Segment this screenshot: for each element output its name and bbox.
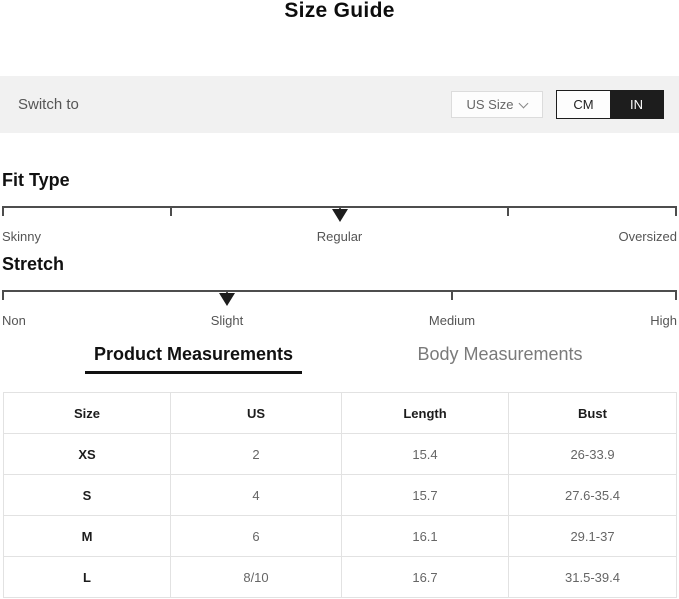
size-standard-dropdown[interactable] <box>451 91 543 118</box>
stretch-heading: Stretch <box>2 254 65 274</box>
table-row <box>4 516 677 557</box>
switch-to-label: Switch to <box>18 96 79 113</box>
cell-size: L <box>4 557 171 598</box>
cell-us: 2 <box>171 434 342 475</box>
fit-tick <box>675 208 677 216</box>
fit-label-regular: Regular <box>316 229 363 244</box>
stretch-label-non: Non <box>2 313 26 328</box>
col-header-us: US <box>171 393 342 434</box>
cell-length: 16.7 <box>342 557 509 598</box>
table-row <box>4 557 677 598</box>
size-standard-value: US Size <box>466 97 514 112</box>
fit-tick <box>2 208 4 216</box>
size-table <box>3 392 677 598</box>
unit-toggle-cm[interactable]: CM <box>557 91 610 118</box>
fit-tick <box>170 208 172 216</box>
fit-label-skinny: Skinny <box>2 229 42 244</box>
fit-label-oversized: Oversized <box>618 229 677 244</box>
stretch-label-medium: Medium <box>428 313 476 328</box>
tab-body-measurements[interactable]: Body Measurements <box>417 344 583 364</box>
cell-length: 15.7 <box>342 475 509 516</box>
unit-toggle <box>556 90 664 119</box>
cell-us: 8/10 <box>171 557 342 598</box>
cell-bust: 26-33.9 <box>509 434 677 475</box>
cell-bust: 31.5-39.4 <box>509 557 677 598</box>
stretch-tick <box>675 292 677 300</box>
cell-size: XS <box>4 434 171 475</box>
measurement-tabs <box>0 343 679 377</box>
fit-type-heading: Fit Type <box>2 170 70 190</box>
cell-size: S <box>4 475 171 516</box>
unit-toggle-in[interactable]: IN <box>610 91 663 118</box>
stretch-marker-triangle-icon <box>219 293 235 306</box>
table-row <box>4 434 677 475</box>
switch-bar <box>0 76 679 133</box>
cell-us: 6 <box>171 516 342 557</box>
stretch-tick <box>2 292 4 300</box>
fit-type-slider <box>2 206 677 208</box>
stretch-labels <box>2 313 677 329</box>
cell-bust: 27.6-35.4 <box>509 475 677 516</box>
fit-tick <box>507 208 509 216</box>
stretch-slider <box>2 290 677 292</box>
chevron-down-icon <box>519 98 529 108</box>
table-row <box>4 475 677 516</box>
cell-us: 4 <box>171 475 342 516</box>
stretch-label-slight: Slight <box>210 313 244 328</box>
cell-length: 15.4 <box>342 434 509 475</box>
fit-marker-triangle-icon <box>332 209 348 222</box>
col-header-length: Length <box>342 393 509 434</box>
cell-bust: 29.1-37 <box>509 516 677 557</box>
cell-length: 16.1 <box>342 516 509 557</box>
table-header-row <box>4 393 677 434</box>
stretch-tick <box>451 292 453 300</box>
tab-product-measurements[interactable]: Product Measurements <box>85 343 302 374</box>
cell-size: M <box>4 516 171 557</box>
col-header-bust: Bust <box>509 393 677 434</box>
col-header-size: Size <box>4 393 171 434</box>
fit-type-labels <box>2 229 677 245</box>
page-title: Size Guide <box>284 0 395 22</box>
stretch-label-high: High <box>650 313 677 328</box>
